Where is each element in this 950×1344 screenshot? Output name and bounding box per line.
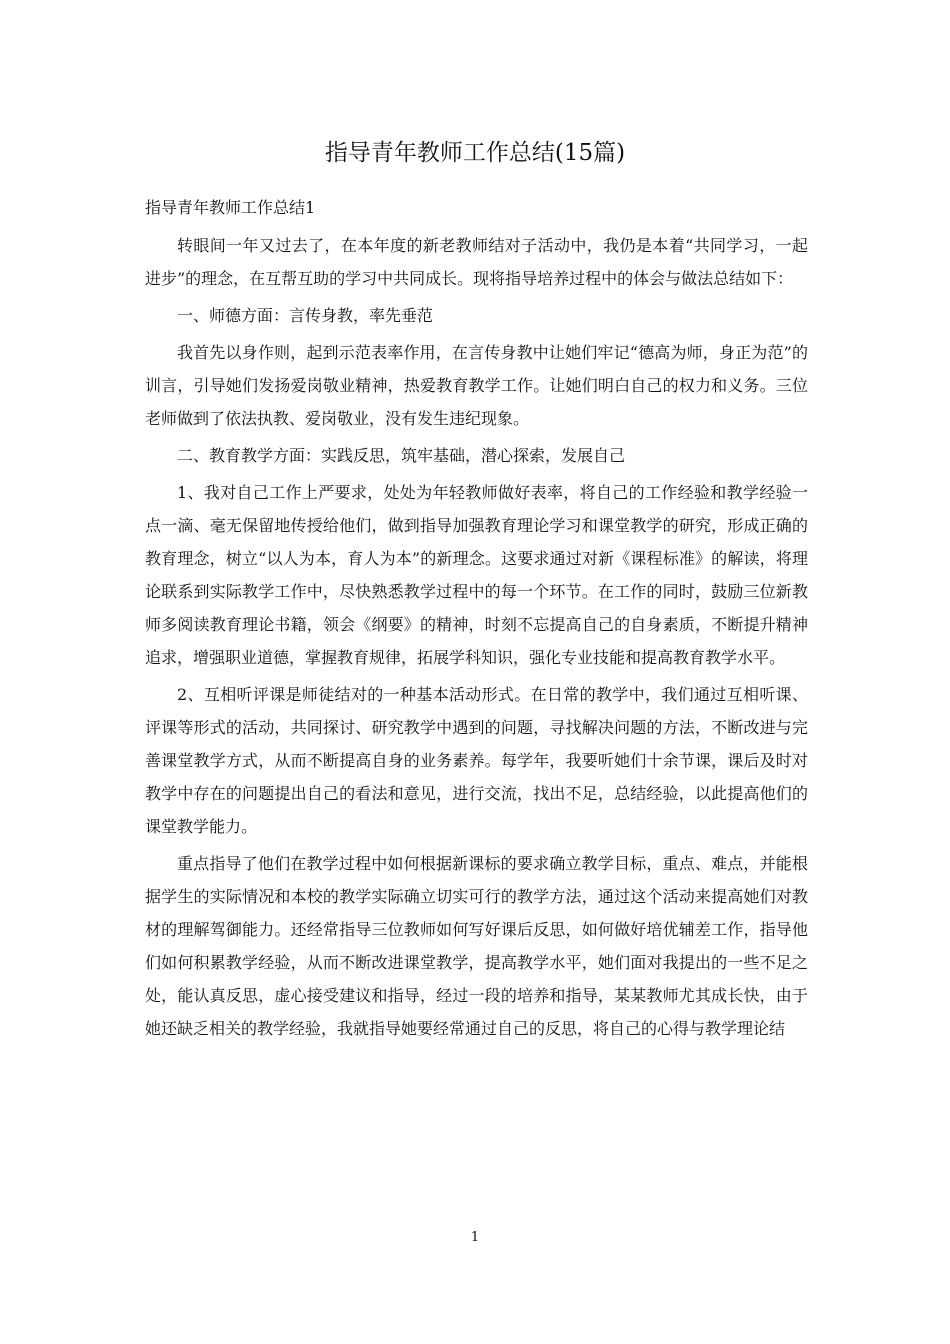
paragraph: 重点指导了他们在教学过程中如何根据新课标的要求确立教学目标，重点、难点，并能根据学生的实际情况和本校的教学实际确立切实可行的教学方法，通过这个活动来提高她们对教材的理解驾御能力。还经常指导三位教师如何写好课后反思，如何做好培优辅差工作，指导他们如何积累教学经验，从而不断改进课堂教学，提高教学水平，她们面对我提出的一些不足之处，能认真反思，虚心接受建议和指导，经过一段的培养和指导，某某教师尤其成长快，由于她还缺乏相关的教学经验，我就指导她要经常通过自己的反思，将自己的心得与教学理论结 bbox=[145, 854, 808, 1038]
subheading-paragraph: 一、师德方面：言传身教，率先垂范 bbox=[177, 306, 434, 325]
paragraph: 我首先以身作则，起到示范表率作用，在言传身教中让她们牢记“德高为师，身正为范”的训言，引导她们发扬爱岗敬业精神，热爱教育教学工作。让她们明白自己的权力和义务。三位老师做到了依法执教、爱岗敬业，没有发生违纪现象。 bbox=[145, 343, 808, 428]
paragraph: 转眼间一年又过去了，在本年度的新老教师结对子活动中，我仍是本着“共同学习，一起进步”的理念，在互帮互助的学习中共同成长。现将指导培养过程中的体会与做法总结如下： bbox=[145, 236, 808, 288]
document-body bbox=[145, 229, 808, 1049]
section-heading: 指导青年教师工作总结1 bbox=[145, 198, 316, 217]
paragraph: 1、我对自己工作上严要求，处处为年轻教师做好表率，将自己的工作经验和教学经验一点一滴、毫无保留地传授给他们，做到指导加强教育理论学习和课堂教学的研究，形成正确的教育理念，树立“以人为本，育人为本”的新理念。这要求通过对新《课程标准》的解读，将理论联系到实际教学工作中，尽快熟悉教学过程中的每一个环节。在工作的同时，鼓励三位新教师多阅读教育理论书籍，领会《纲要》的精神，时刻不忘提高自己的自身素质，不断提升精神追求，增强职业道德，掌握教育规律，拓展学科知识，强化专业技能和提高教育教学水平。 bbox=[145, 483, 808, 667]
document-title: 指导青年教师工作总结(15篇) bbox=[324, 140, 626, 166]
page-number: 1 bbox=[470, 1230, 480, 1245]
paragraph: 2、互相听评课是师徒结对的一种基本活动形式。在日常的教学中，我们通过互相听课、评课等形式的活动，共同探讨、研究教学中遇到的问题，寻找解决问题的方法，不断改进与完善课堂教学方式，从而不断提高自身的业务素养。每学年，我要听她们十余节课，课后及时对教学中存在的问题提出自己的看法和意见，进行交流，找出不足，总结经验，以此提高他们的课堂教学能力。 bbox=[145, 685, 808, 836]
subheading-paragraph: 二、教育教学方面：实践反思，筑牢基础，潜心探索，发展自己 bbox=[177, 446, 626, 465]
